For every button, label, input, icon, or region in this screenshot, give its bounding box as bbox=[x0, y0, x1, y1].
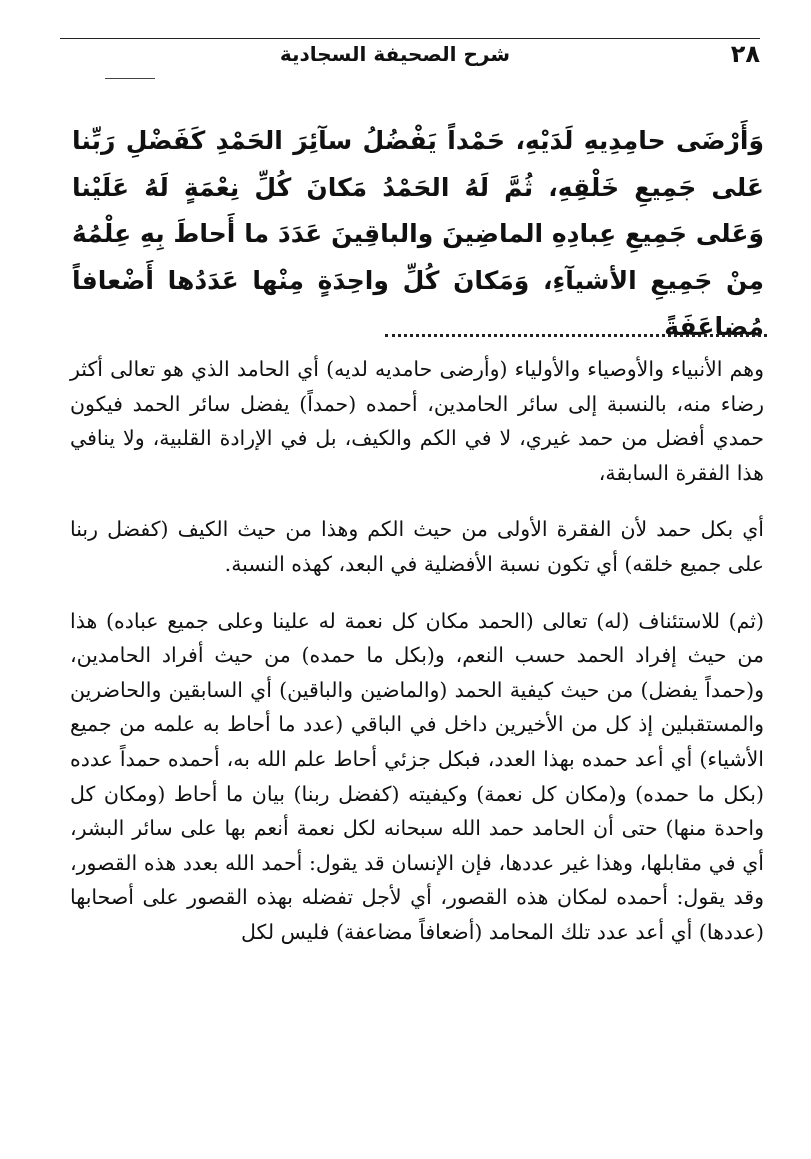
supplication-text: وَأَرْضَى حامِدِيهِ لَدَيْهِ، حَمْداً يَفْضُلُ سآئِرَ الحَمْدِ كَفَضْلِ رَبِّنا عَلى جَمِيعِ خَلْقِهِ، ثُمَّ لَهُ الحَمْدُ مَكانَ كُلِّ نِعْمَةٍ لَهُ عَلَيْنا وَعَلى جَمِيعِ عِبادِهِ الماضِينَ والباقِينَ عَدَدَ ما أَحاطَ بِهِ عِلْمُهُ مِنْ جَمِيعِ الأشيآءِ، وَمَكانَ كُلِّ واحِدَةٍ مِنْها عَدَدُها أَضْعافاً مُضاعَفَةً bbox=[72, 126, 764, 341]
section-divider bbox=[385, 334, 767, 337]
commentary-paragraph: وهم الأنبياء والأوصياء والأولياء (وأرضى حامديه لديه) أي الحامد الذي هو تعالى أكثر رضاء منه، بالنسبة إلى سائر الحامدين، أحمده (حمداً) يفضل سائر الحمد فيكون حمدي أفضل من حمد غيري، لا في الكم والكيف، بل في الإرادة القلبية، ولا ينافي هذا الفقرة السابقة، bbox=[70, 357, 764, 485]
commentary bbox=[70, 352, 764, 972]
running-title: شرح الصحيفة السجادية bbox=[279, 42, 510, 66]
header-short-rule bbox=[105, 78, 155, 79]
page-header bbox=[60, 40, 760, 76]
commentary-paragraph: (ثم) للاستئناف (له) تعالى (الحمد مكان كل نعمة له علينا وعلى جميع عباده) هذا من حيث إفراد الحمد حسب النعم، و(بكل ما حمده) من حيث أفراد الحامدين، و(حمداً يفضل) من حيث كيفية الحمد (والماضين والباقين) أي السابقين والحاضرين والمستقبلين إذ كل من الأخيرين داخل في الباقي (عدد ما أحاط به علمه من جميع الأشياء) أي أعد حمده بهذا العدد، فبكل جزئي أحاط علم الله به، أحمده حمداً عدده (بكل ما حمده) و(مكان كل نعمة) وكيفيته (كفضل ربنا) بيان ما أحاط (ومكان كل واحدة منها) حتى أن الحامد حمد الله سبحانه لكل نعمة أنعم بها على سائر البشر، أي في مقابلها، وهذا غير عددها، فإن الإنسان قد يقول: أحمد الله بعدد هذه القصور، وقد يقول: أحمده لمكان هذه القصور، أي لأجل تفضله بهذه القصور على أصحابها (عددها) أي أعد عدد تلك المحامد (أضعافاً مضاعفة) فليس لكل bbox=[70, 608, 764, 944]
header-rule bbox=[60, 38, 760, 39]
page-number: ٢٨ bbox=[730, 40, 760, 68]
commentary-paragraph: أي بكل حمد لأن الفقرة الأولى من حيث الكم وهذا من حيث الكيف (كفضل ربنا على جميع خلقه) أي تكون نسبة الأفضلية في البعد، كهذه النسبة. bbox=[70, 517, 764, 576]
